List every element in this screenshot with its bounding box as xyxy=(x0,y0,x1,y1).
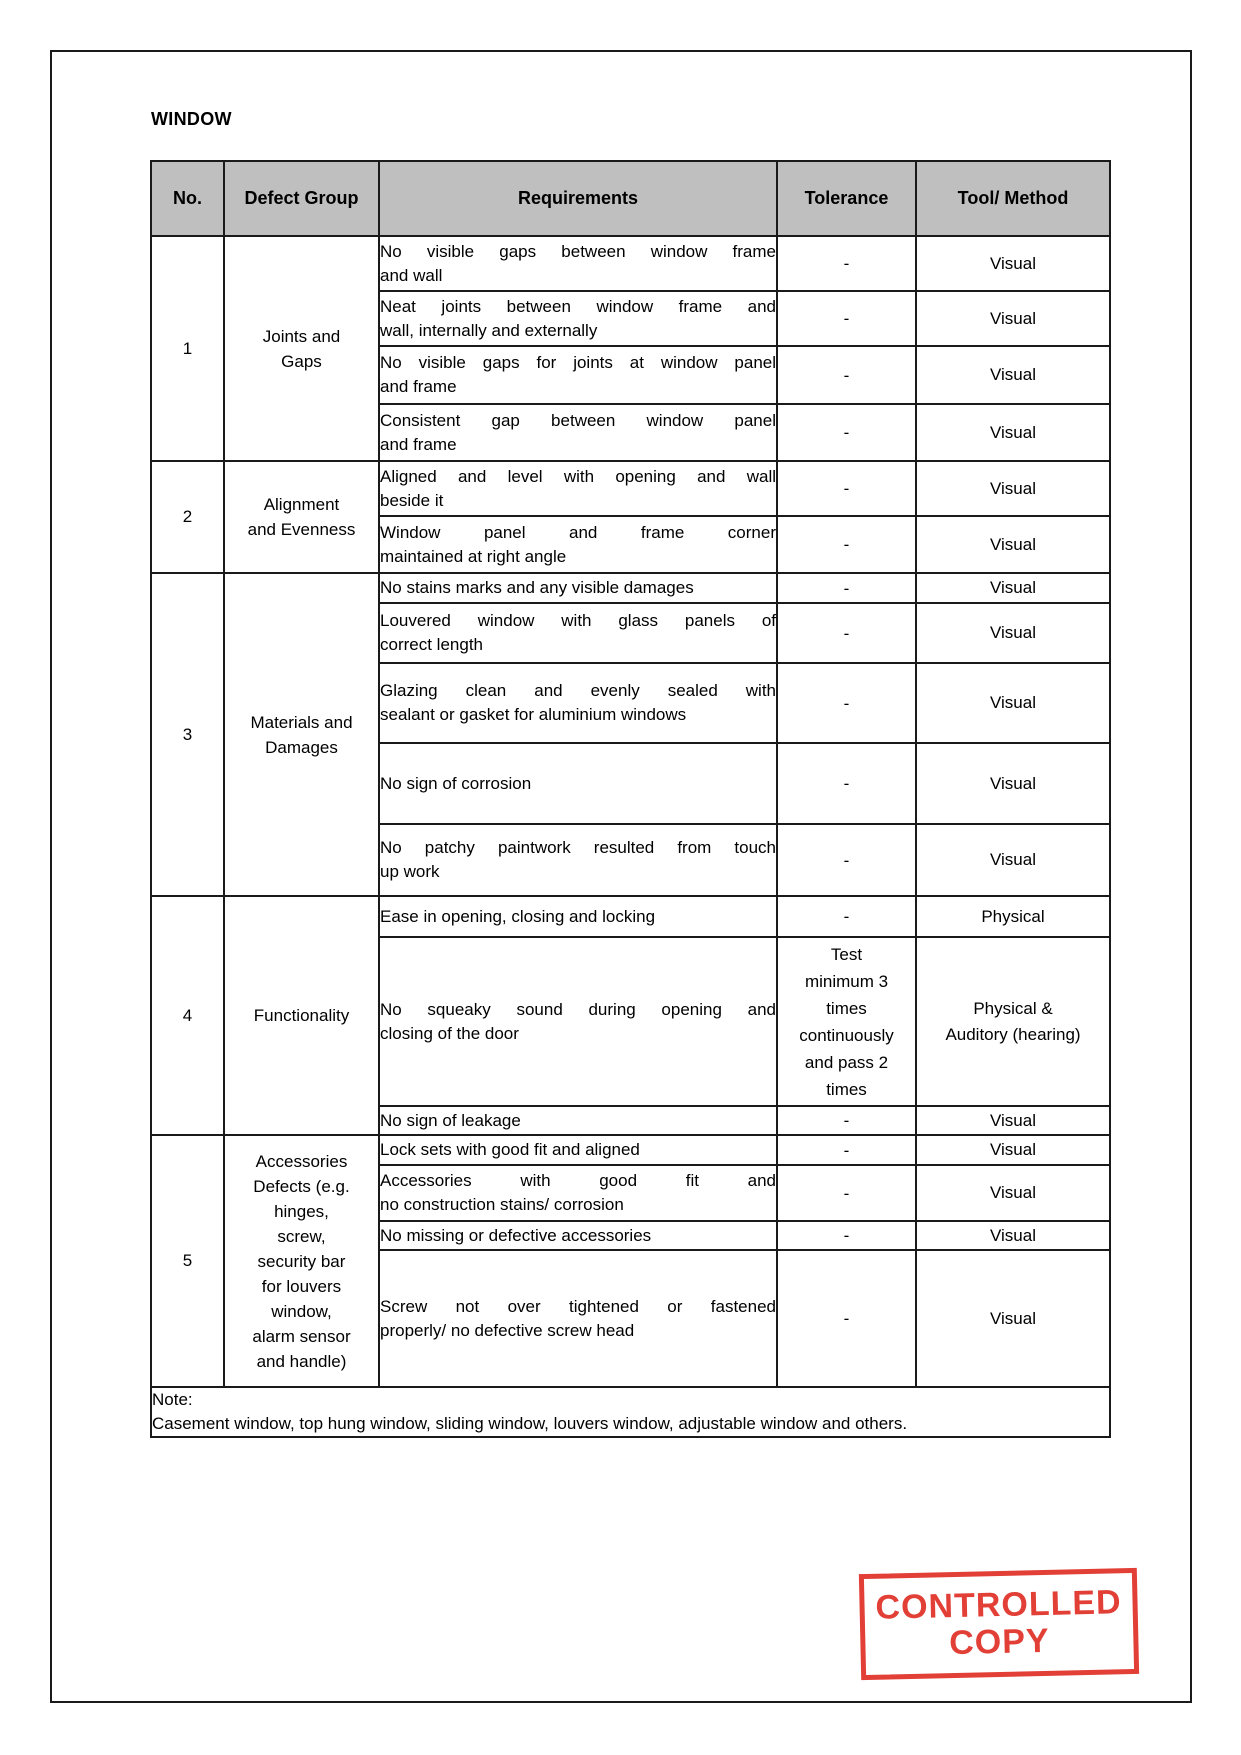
column-header-no: No. xyxy=(151,161,224,236)
requirement-line: correct length xyxy=(380,635,483,654)
defect-group-line: and handle) xyxy=(256,1351,347,1371)
defect-group-cell xyxy=(224,896,379,1135)
tolerance-cell xyxy=(777,603,916,663)
defect-group-cell xyxy=(224,573,379,896)
defects-table xyxy=(150,160,1111,1438)
tolerance-line: times xyxy=(826,998,867,1018)
defect-group-line: security bar xyxy=(257,1251,346,1271)
tool-method-line: Physical & xyxy=(973,998,1053,1018)
defect-group-text xyxy=(263,324,341,374)
requirement-line: Louvered window with glass panels of xyxy=(380,611,776,630)
tool-method-line: Visual xyxy=(990,1140,1036,1159)
requirement-cell xyxy=(379,603,777,663)
note-cell xyxy=(151,1387,1110,1437)
tool-method-line: Visual xyxy=(990,422,1036,442)
tool-method-line: Visual xyxy=(990,1225,1036,1245)
tolerance-cell xyxy=(777,236,916,291)
requirement-line: Glazing clean and evenly sealed with xyxy=(380,681,776,700)
tolerance-cell xyxy=(777,1221,916,1250)
tolerance-cell xyxy=(777,824,916,896)
requirement-cell xyxy=(379,573,777,603)
stamp-line-2: COPY xyxy=(948,1621,1050,1663)
requirement-cell xyxy=(379,937,777,1106)
requirement-cell xyxy=(379,346,777,404)
tolerance-cell xyxy=(777,291,916,346)
tool-method-line: Visual xyxy=(990,850,1036,869)
defect-group-cell xyxy=(224,236,379,461)
defect-group-text xyxy=(254,1003,349,1028)
defect-group-line: Gaps xyxy=(281,351,322,371)
requirement-line: Consistent gap between window panel xyxy=(380,410,776,430)
requirement-cell xyxy=(379,404,777,461)
tolerance-line: - xyxy=(843,774,850,793)
defect-group-line: Functionality xyxy=(253,1006,350,1025)
tool-method-line: Visual xyxy=(990,623,1036,642)
requirement-cell xyxy=(379,1221,777,1250)
tolerance-cell xyxy=(777,1250,916,1387)
tool-method-cell xyxy=(916,896,1110,937)
tool-method-cell xyxy=(916,1135,1110,1165)
tolerance-line: - xyxy=(843,850,850,870)
tool-method-line: Visual xyxy=(990,253,1036,273)
requirement-cell xyxy=(379,461,777,516)
defect-group-text xyxy=(250,710,352,760)
tool-method-line: Visual xyxy=(990,534,1036,554)
requirement-line: properly/ no defective screw head xyxy=(380,1320,635,1340)
tolerance-line: - xyxy=(843,1183,850,1203)
section-number-cell: 1 xyxy=(151,236,224,461)
requirement-line: maintained at right angle xyxy=(380,546,567,566)
requirement-line: sealant or gasket for aluminium windows xyxy=(380,705,687,724)
stamp-line-1: CONTROLLED xyxy=(875,1583,1123,1627)
tool-method-line: Visual xyxy=(990,308,1036,328)
requirement-line: Accessories with good fit and xyxy=(380,1171,776,1190)
requirement-line: and wall xyxy=(380,265,443,285)
tool-method-line: Visual xyxy=(990,365,1036,384)
tolerance-line: minimum 3 xyxy=(804,971,889,991)
tolerance-line: - xyxy=(843,479,850,498)
defect-group-line: and Evenness xyxy=(247,520,356,539)
requirement-cell xyxy=(379,663,777,743)
defect-group-cell xyxy=(224,1135,379,1387)
requirement-line: No patchy paintwork resulted from touch xyxy=(380,838,776,857)
tolerance-cell xyxy=(777,461,916,516)
note-row xyxy=(151,1387,1110,1437)
tolerance-cell xyxy=(777,896,916,937)
tool-method-cell xyxy=(916,1165,1110,1221)
section-number-cell: 5 xyxy=(151,1135,224,1387)
tolerance-line: - xyxy=(843,309,850,328)
tolerance-line: - xyxy=(843,578,850,598)
tolerance-cell xyxy=(777,1135,916,1165)
tolerance-cell xyxy=(777,937,916,1106)
note-text: Casement window, top hung window, sliding window, louvers window, adjustable window and others. xyxy=(152,1414,908,1433)
table-row xyxy=(151,896,1110,937)
tolerance-line: - xyxy=(843,423,850,442)
tool-method-cell xyxy=(916,291,1110,346)
requirement-line: No sign of corrosion xyxy=(380,773,532,793)
tool-method-cell xyxy=(916,461,1110,516)
tolerance-cell xyxy=(777,1165,916,1221)
defect-group-line: Joints and xyxy=(262,326,341,346)
requirement-line: No visible gaps between window frame xyxy=(380,241,776,261)
page-title: WINDOW xyxy=(151,109,232,129)
requirement-line: wall, internally and externally xyxy=(380,320,598,340)
requirement-line: Aligned and level with opening and wall xyxy=(380,466,776,486)
tolerance-line: and pass 2 xyxy=(804,1052,889,1072)
tolerance-cell xyxy=(777,663,916,743)
defects-table-body xyxy=(151,161,1110,1437)
defect-group-line: hinges, xyxy=(274,1201,329,1221)
tool-method-cell xyxy=(916,743,1110,824)
tool-method-line: Auditory (hearing) xyxy=(945,1024,1081,1044)
tool-method-cell xyxy=(916,824,1110,896)
tolerance-line: - xyxy=(843,365,850,385)
column-header-requirements: Requirements xyxy=(379,161,777,236)
tolerance-cell xyxy=(777,573,916,603)
note-label: Note: xyxy=(152,1390,193,1409)
defect-group-line: Materials and xyxy=(250,712,353,732)
tool-method-cell xyxy=(916,1106,1110,1135)
requirement-cell xyxy=(379,824,777,896)
tolerance-line: - xyxy=(843,623,850,643)
requirement-line: Neat joints between window frame and xyxy=(380,296,776,316)
table-row xyxy=(151,236,1110,291)
tolerance-cell xyxy=(777,516,916,573)
requirement-line: Lock sets with good fit and aligned xyxy=(380,1140,640,1159)
tool-method-cell xyxy=(916,603,1110,663)
requirement-line: and frame xyxy=(380,434,457,454)
tool-method-cell xyxy=(916,937,1110,1106)
requirement-cell xyxy=(379,291,777,346)
tolerance-cell xyxy=(777,1106,916,1135)
requirement-cell xyxy=(379,1135,777,1165)
requirement-line: No missing or defective accessories xyxy=(380,1225,652,1245)
tool-method-line: Physical xyxy=(981,906,1045,926)
section-number-cell: 4 xyxy=(151,896,224,1135)
requirement-cell xyxy=(379,1106,777,1135)
requirement-line: and frame xyxy=(380,377,457,396)
tolerance-line: times xyxy=(826,1079,867,1099)
tool-method-cell xyxy=(916,1250,1110,1387)
defect-group-text xyxy=(248,492,356,542)
tool-method-line: Visual xyxy=(990,478,1036,498)
tolerance-cell xyxy=(777,346,916,404)
defect-group-text xyxy=(252,1149,350,1374)
tolerance-line: - xyxy=(843,535,850,554)
defect-group-line: window, xyxy=(271,1301,332,1321)
section-number-cell: 3 xyxy=(151,573,224,896)
requirement-line: No visible gaps for joints at window panel xyxy=(380,353,776,372)
requirement-cell xyxy=(379,516,777,573)
requirement-line: No squeaky sound during opening and xyxy=(380,999,776,1019)
tolerance-line: - xyxy=(843,907,850,926)
requirement-cell xyxy=(379,1165,777,1221)
requirement-line: No stains marks and any visible damages xyxy=(380,578,694,597)
table-row xyxy=(151,1135,1110,1165)
controlled-copy-stamp xyxy=(859,1568,1139,1680)
defect-group-line: Defects (e.g. xyxy=(253,1176,350,1196)
tool-method-line: Visual xyxy=(990,693,1036,712)
requirement-line: No sign of leakage xyxy=(380,1110,521,1130)
requirement-line: closing of the door xyxy=(380,1023,519,1043)
defect-group-line: for louvers xyxy=(261,1276,342,1296)
tool-method-cell xyxy=(916,516,1110,573)
table-row xyxy=(151,573,1110,603)
tolerance-line: Test xyxy=(830,944,863,964)
tolerance-line: continuously xyxy=(799,1025,894,1045)
tool-method-cell xyxy=(916,1221,1110,1250)
tool-method-line: Visual xyxy=(990,578,1036,597)
defect-group-line: Damages xyxy=(265,737,338,757)
table-header-row xyxy=(151,161,1110,236)
requirement-cell xyxy=(379,743,777,824)
tolerance-line: - xyxy=(843,1140,850,1160)
requirement-line: Window panel and frame corner xyxy=(380,522,776,542)
column-header-tolerance: Tolerance xyxy=(777,161,916,236)
tool-method-cell xyxy=(916,663,1110,743)
tool-method-cell xyxy=(916,573,1110,603)
requirement-cell xyxy=(379,1250,777,1387)
requirement-line: beside it xyxy=(380,490,444,510)
tool-method-cell xyxy=(916,346,1110,404)
tolerance-cell xyxy=(777,743,916,824)
defect-group-line: screw, xyxy=(277,1226,326,1246)
tolerance-line: - xyxy=(843,1309,850,1328)
tool-method-line: Visual xyxy=(990,773,1036,793)
tolerance-line: - xyxy=(843,254,850,273)
tool-method-line: Visual xyxy=(990,1308,1036,1328)
column-header-defect-group: Defect Group xyxy=(224,161,379,236)
requirement-cell xyxy=(379,236,777,291)
defect-group-cell xyxy=(224,461,379,573)
requirement-line: up work xyxy=(380,862,440,881)
tolerance-line: - xyxy=(843,1226,850,1245)
defect-group-line: Alignment xyxy=(263,495,340,514)
requirement-line: Ease in opening, closing and locking xyxy=(380,906,656,926)
tolerance-line: - xyxy=(843,1111,850,1130)
tool-method-cell xyxy=(916,404,1110,461)
requirement-line: no construction stains/ corrosion xyxy=(380,1195,624,1214)
tool-method-line: Visual xyxy=(990,1110,1036,1130)
tool-method-line: Visual xyxy=(990,1183,1036,1202)
table-row xyxy=(151,461,1110,516)
defect-group-line: Accessories xyxy=(255,1151,348,1171)
column-header-tool-method: Tool/ Method xyxy=(916,161,1110,236)
tolerance-line: - xyxy=(843,693,850,713)
section-number-cell: 2 xyxy=(151,461,224,573)
requirement-cell xyxy=(379,896,777,937)
tool-method-cell xyxy=(916,236,1110,291)
tolerance-cell xyxy=(777,404,916,461)
requirement-line: Screw not over tightened or fastened xyxy=(380,1296,776,1316)
defect-group-line: alarm sensor xyxy=(252,1326,351,1346)
